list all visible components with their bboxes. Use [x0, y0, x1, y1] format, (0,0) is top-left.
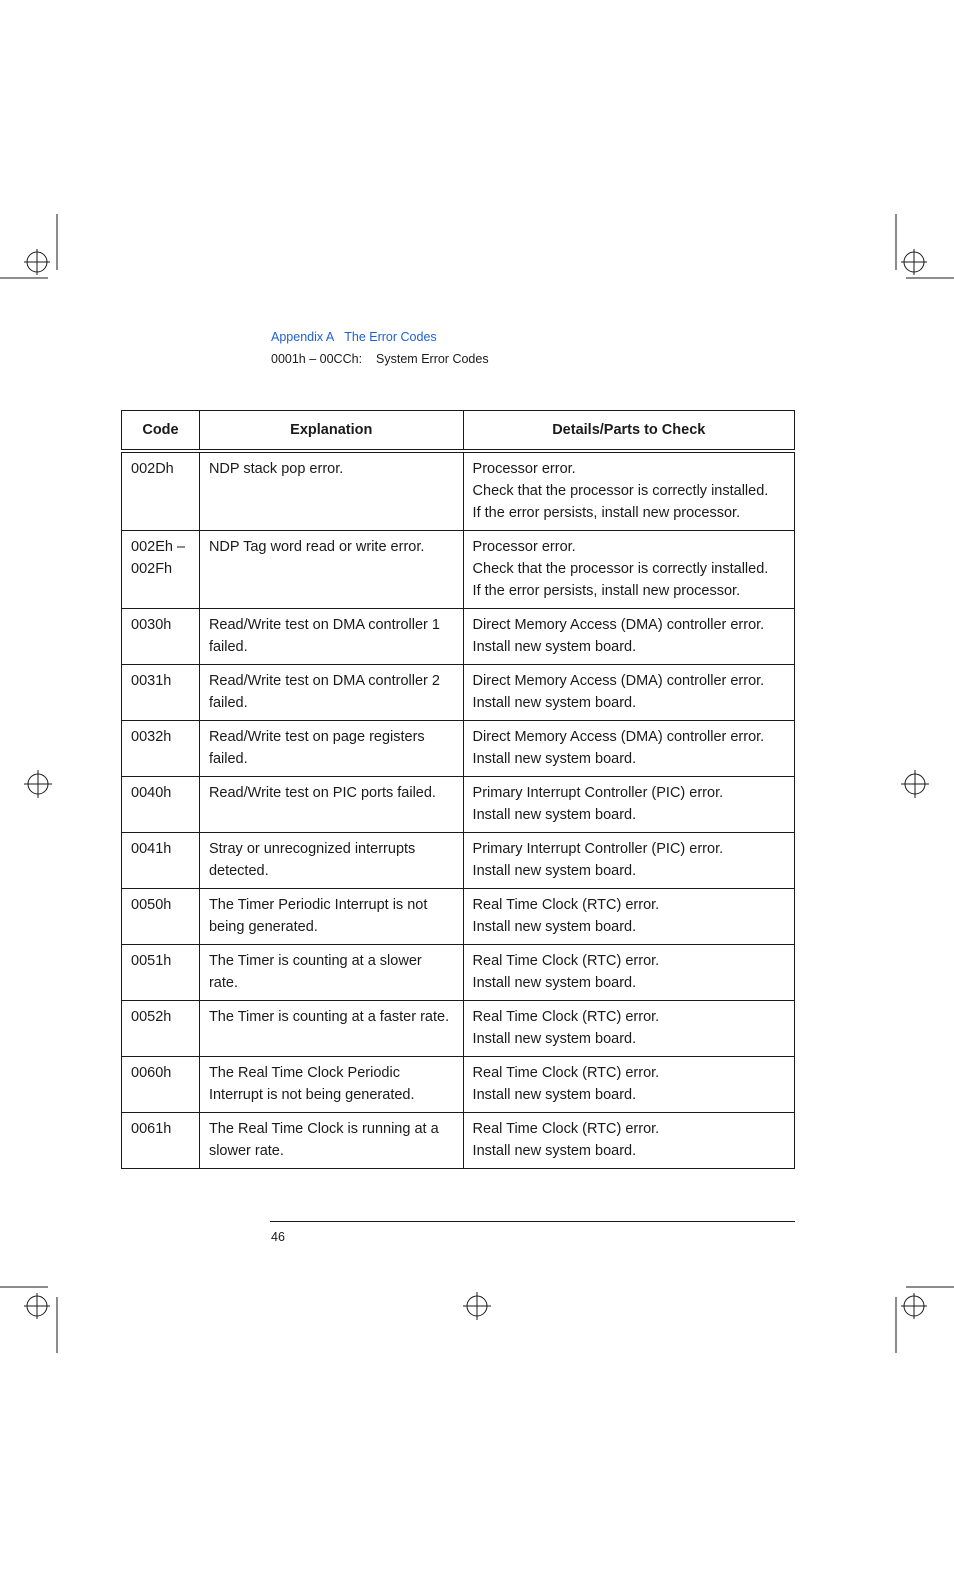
- cell-code: 0041h: [122, 833, 200, 889]
- cell-code: 0060h: [122, 1057, 200, 1113]
- registration-mark-mid-left: [24, 770, 52, 798]
- detail-line: Direct Memory Access (DMA) controller error.: [472, 617, 765, 633]
- cell-details: [463, 889, 794, 945]
- cell-code: 0030h: [122, 609, 200, 665]
- table-row: [122, 889, 795, 945]
- cell-details: [463, 451, 794, 531]
- cell-code: 0032h: [122, 721, 200, 777]
- detail-line: Install new system board.: [472, 751, 637, 767]
- cell-explanation: The Timer is counting at a faster rate.: [199, 1001, 463, 1057]
- cell-explanation: The Timer Periodic Interrupt is not being generated.: [199, 889, 463, 945]
- table-body: [122, 451, 795, 1169]
- code-range: 0001h – 00CCh:: [271, 352, 363, 366]
- detail-line: Install new system board.: [472, 919, 637, 935]
- crosshair-icon: [463, 1292, 491, 1320]
- detail-line: Install new system board.: [472, 1087, 637, 1103]
- table-row: [122, 1113, 795, 1169]
- detail-line: Real Time Clock (RTC) error.: [472, 897, 660, 913]
- detail-line: Direct Memory Access (DMA) controller error.: [472, 729, 765, 745]
- detail-line: Install new system board.: [472, 695, 637, 711]
- detail-line: Primary Interrupt Controller (PIC) error.: [472, 785, 724, 801]
- detail-line: Install new system board.: [472, 1143, 637, 1159]
- detail-line: If the error persists, install new processor.: [472, 505, 741, 521]
- cell-details: [463, 721, 794, 777]
- registration-mark-top-right: [894, 214, 954, 284]
- table-row: [122, 833, 795, 889]
- footer-rule: [270, 1221, 795, 1222]
- detail-line: Processor error.: [472, 461, 576, 477]
- breadcrumb: [271, 329, 437, 345]
- cell-explanation: Read/Write test on page registers failed.: [199, 721, 463, 777]
- detail-line: Primary Interrupt Controller (PIC) error.: [472, 841, 724, 857]
- detail-line: Install new system board.: [472, 639, 637, 655]
- detail-line: Real Time Clock (RTC) error.: [472, 1009, 660, 1025]
- breadcrumb-appendix[interactable]: Appendix A: [271, 330, 335, 344]
- column-header-explanation: Explanation: [199, 411, 463, 452]
- detail-line: Install new system board.: [472, 1031, 637, 1047]
- table-row: [122, 1057, 795, 1113]
- breadcrumb-chapter[interactable]: The Error Codes: [344, 330, 437, 344]
- cell-code: 002Dh: [122, 451, 200, 531]
- cell-explanation: The Timer is counting at a slower rate.: [199, 945, 463, 1001]
- detail-line: Install new system board.: [472, 975, 637, 991]
- detail-line: Real Time Clock (RTC) error.: [472, 1065, 660, 1081]
- detail-line: If the error persists, install new processor.: [472, 583, 741, 599]
- crosshair-icon: [0, 214, 60, 284]
- crosshair-icon: [894, 1283, 954, 1353]
- cell-details: [463, 1057, 794, 1113]
- cell-code: 0052h: [122, 1001, 200, 1057]
- detail-line: Real Time Clock (RTC) error.: [472, 953, 660, 969]
- detail-line: Check that the processor is correctly installed.: [472, 561, 769, 577]
- cell-details: [463, 1001, 794, 1057]
- table-row: [122, 945, 795, 1001]
- cell-details: [463, 531, 794, 609]
- registration-mark-bottom-left: [0, 1283, 60, 1353]
- page-number: 46: [271, 1230, 285, 1244]
- cell-code: 0040h: [122, 777, 200, 833]
- cell-details: [463, 609, 794, 665]
- crosshair-icon: [0, 1283, 60, 1353]
- cell-code: 002Eh – 002Fh: [122, 531, 200, 609]
- cell-explanation: Read/Write test on DMA controller 1 failed.: [199, 609, 463, 665]
- table-header-row: [122, 411, 795, 452]
- table-row: [122, 451, 795, 531]
- cell-details: [463, 777, 794, 833]
- table-row: [122, 531, 795, 609]
- registration-mark-bottom-center: [463, 1292, 491, 1320]
- crosshair-icon: [894, 214, 954, 284]
- cell-explanation: NDP Tag word read or write error.: [199, 531, 463, 609]
- detail-line: Processor error.: [472, 539, 576, 555]
- section-title: System Error Codes: [376, 352, 489, 366]
- detail-line: Real Time Clock (RTC) error.: [472, 1121, 660, 1137]
- registration-mark-mid-right: [901, 770, 929, 798]
- detail-line: Install new system board.: [472, 807, 637, 823]
- cell-details: [463, 1113, 794, 1169]
- cell-code: 0050h: [122, 889, 200, 945]
- table-row: [122, 665, 795, 721]
- table-row: [122, 1001, 795, 1057]
- cell-explanation: Read/Write test on DMA controller 2 failed.: [199, 665, 463, 721]
- column-header-details: Details/Parts to Check: [463, 411, 794, 452]
- crosshair-icon: [24, 770, 52, 798]
- table-row: [122, 721, 795, 777]
- registration-mark-top-left: [0, 214, 60, 284]
- cell-explanation: Stray or unrecognized interrupts detected.: [199, 833, 463, 889]
- section-subheading: [271, 351, 489, 367]
- crosshair-icon: [901, 770, 929, 798]
- table-row: [122, 777, 795, 833]
- cell-details: [463, 945, 794, 1001]
- cell-code: 0061h: [122, 1113, 200, 1169]
- detail-line: Check that the processor is correctly installed.: [472, 483, 769, 499]
- cell-details: [463, 665, 794, 721]
- error-codes-table: [121, 410, 795, 1169]
- detail-line: Direct Memory Access (DMA) controller error.: [472, 673, 765, 689]
- cell-code: 0031h: [122, 665, 200, 721]
- column-header-code: Code: [122, 411, 200, 452]
- table-row: [122, 609, 795, 665]
- registration-mark-bottom-right: [894, 1283, 954, 1353]
- cell-explanation: The Real Time Clock Periodic Interrupt is not being generated.: [199, 1057, 463, 1113]
- cell-details: [463, 833, 794, 889]
- cell-explanation: NDP stack pop error.: [199, 451, 463, 531]
- cell-explanation: The Real Time Clock is running at a slower rate.: [199, 1113, 463, 1169]
- detail-line: Install new system board.: [472, 863, 637, 879]
- cell-explanation: Read/Write test on PIC ports failed.: [199, 777, 463, 833]
- cell-code: 0051h: [122, 945, 200, 1001]
